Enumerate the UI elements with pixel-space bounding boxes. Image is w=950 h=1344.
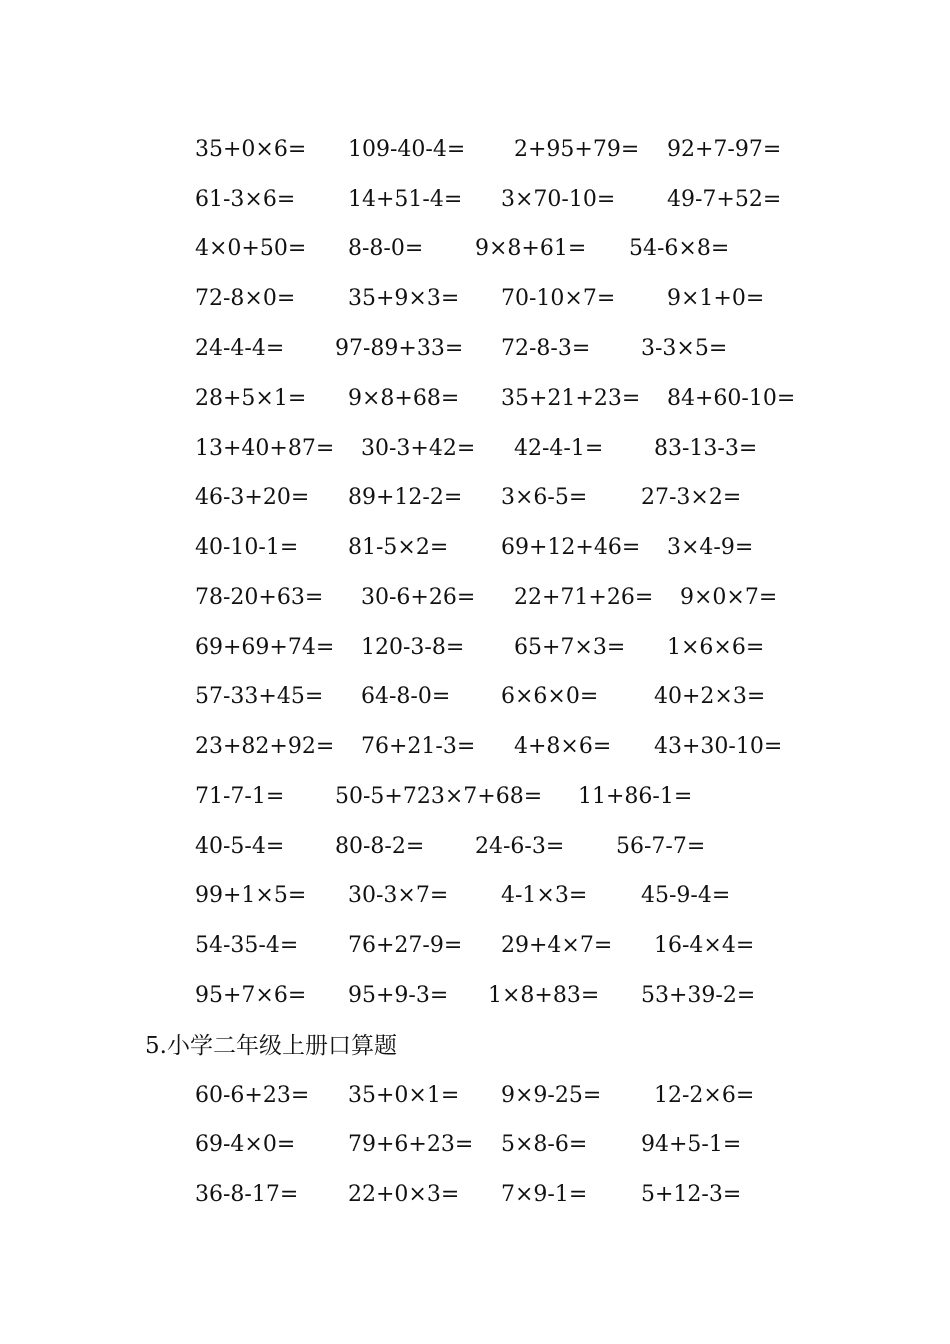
math-problem: 9×8+61= <box>475 236 587 261</box>
math-problem: 76+21-3= <box>361 734 476 759</box>
math-problem: 60-6+23= <box>195 1083 310 1108</box>
math-problem: 72-8-3= <box>501 336 591 361</box>
math-problem: 43+30-10= <box>654 734 783 759</box>
math-problem: 83-13-3= <box>654 436 758 461</box>
math-problem: 35+0×6= <box>195 137 307 162</box>
math-problem: 50-5+723×7+68= <box>335 784 543 809</box>
math-problem: 72-8×0= <box>195 286 296 311</box>
math-problem: 9×8+68= <box>348 386 460 411</box>
math-problem: 81-5×2= <box>348 535 449 560</box>
section-heading: 5.小学二年级上册口算题 <box>145 1033 397 1059</box>
math-problem: 11+86-1= <box>578 784 693 809</box>
math-problem: 30-3+42= <box>361 436 476 461</box>
math-problem: 99+1×5= <box>195 883 307 908</box>
math-problem: 29+4×7= <box>501 933 613 958</box>
math-problem: 70-10×7= <box>501 286 616 311</box>
math-problem: 45-9-4= <box>641 883 731 908</box>
math-problem: 84+60-10= <box>667 386 796 411</box>
math-problem: 30-3×7= <box>348 883 449 908</box>
math-problem: 78-20+63= <box>195 585 324 610</box>
math-problem: 24-4-4= <box>195 336 285 361</box>
math-problem: 35+0×1= <box>348 1083 460 1108</box>
math-problem: 3×4-9= <box>667 535 754 560</box>
math-problem: 22+71+26= <box>514 585 654 610</box>
math-problem: 95+7×6= <box>195 983 307 1008</box>
math-problem: 79+6+23= <box>348 1132 474 1157</box>
math-problem: 80-8-2= <box>335 834 425 859</box>
math-problem: 4×0+50= <box>195 236 307 261</box>
math-problem: 3-3×5= <box>641 336 728 361</box>
math-problem: 5×8-6= <box>501 1132 588 1157</box>
math-problem: 28+5×1= <box>195 386 307 411</box>
math-problem: 2+95+79= <box>514 137 640 162</box>
math-problem: 40-10-1= <box>195 535 299 560</box>
math-problem: 4-1×3= <box>501 883 588 908</box>
math-problem: 4+8×6= <box>514 734 612 759</box>
math-problem: 27-3×2= <box>641 485 742 510</box>
math-problem: 9×0×7= <box>680 585 778 610</box>
math-problem: 7×9-1= <box>501 1182 588 1207</box>
math-problem: 40+2×3= <box>654 684 766 709</box>
math-problem: 9×9-25= <box>501 1083 602 1108</box>
math-problem: 69+69+74= <box>195 635 335 660</box>
math-problem: 13+40+87= <box>195 436 335 461</box>
math-problem: 42-4-1= <box>514 436 604 461</box>
math-problem: 24-6-3= <box>475 834 565 859</box>
math-problem: 40-5-4= <box>195 834 285 859</box>
math-problem: 65+7×3= <box>514 635 626 660</box>
math-problem: 56-7-7= <box>616 834 706 859</box>
math-problem: 16-4×4= <box>654 933 755 958</box>
math-problem: 35+21+23= <box>501 386 641 411</box>
math-problem: 95+9-3= <box>348 983 449 1008</box>
math-problem: 76+27-9= <box>348 933 463 958</box>
math-problem: 94+5-1= <box>641 1132 742 1157</box>
math-problem: 54-35-4= <box>195 933 299 958</box>
math-problem: 6×6×0= <box>501 684 599 709</box>
math-problem: 8-8-0= <box>348 236 424 261</box>
math-problem: 49-7+52= <box>667 187 782 212</box>
math-problem: 1×6×6= <box>667 635 765 660</box>
math-problem: 30-6+26= <box>361 585 476 610</box>
math-problem: 1×8+83= <box>488 983 600 1008</box>
math-problem: 12-2×6= <box>654 1083 755 1108</box>
math-problem: 22+0×3= <box>348 1182 460 1207</box>
math-problem: 71-7-1= <box>195 784 285 809</box>
math-problem: 54-6×8= <box>629 236 730 261</box>
math-problem: 5+12-3= <box>641 1182 742 1207</box>
math-problem: 69-4×0= <box>195 1132 296 1157</box>
math-problem: 120-3-8= <box>361 635 465 660</box>
math-problem: 64-8-0= <box>361 684 451 709</box>
math-problem: 92+7-97= <box>667 137 782 162</box>
math-problem: 9×1+0= <box>667 286 765 311</box>
math-problem: 14+51-4= <box>348 187 463 212</box>
math-problem: 57-33+45= <box>195 684 324 709</box>
math-problem: 46-3+20= <box>195 485 310 510</box>
math-problem: 3×6-5= <box>501 485 588 510</box>
math-problem: 3×70-10= <box>501 187 616 212</box>
math-problem: 36-8-17= <box>195 1182 299 1207</box>
math-problem: 97-89+33= <box>335 336 464 361</box>
math-problem: 53+39-2= <box>641 983 756 1008</box>
math-problem: 89+12-2= <box>348 485 463 510</box>
math-problem: 61-3×6= <box>195 187 296 212</box>
math-problem: 35+9×3= <box>348 286 460 311</box>
math-problem: 109-40-4= <box>348 137 466 162</box>
math-problem: 69+12+46= <box>501 535 641 560</box>
math-problem: 23+82+92= <box>195 734 335 759</box>
